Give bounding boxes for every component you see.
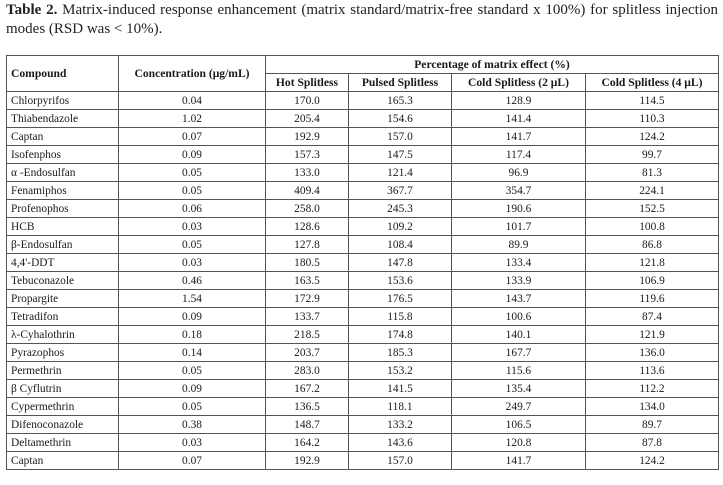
cell-cold-splitless-2ul: 249.7: [452, 398, 586, 416]
cell-cold-splitless-4ul: 119.6: [586, 290, 719, 308]
cell-pulsed-splitless: 367.7: [349, 182, 452, 200]
cell-cold-splitless-4ul: 136.0: [586, 344, 719, 362]
cell-concentration: 0.38: [119, 416, 266, 434]
cell-hot-splitless: 133.0: [266, 164, 349, 182]
cell-pulsed-splitless: 108.4: [349, 236, 452, 254]
cell-concentration: 0.46: [119, 272, 266, 290]
cell-concentration: 0.05: [119, 362, 266, 380]
cell-hot-splitless: 164.2: [266, 434, 349, 452]
cell-concentration: 0.07: [119, 452, 266, 470]
cell-compound: Captan: [7, 452, 119, 470]
cell-pulsed-splitless: 165.3: [349, 92, 452, 110]
cell-cold-splitless-4ul: 89.7: [586, 416, 719, 434]
cell-compound: Cypermethrin: [7, 398, 119, 416]
cell-pulsed-splitless: 154.6: [349, 110, 452, 128]
table-row: [7, 218, 719, 236]
cell-cold-splitless-2ul: 128.9: [452, 92, 586, 110]
cell-cold-splitless-2ul: 141.4: [452, 110, 586, 128]
cell-concentration: 0.09: [119, 146, 266, 164]
cell-cold-splitless-4ul: 124.2: [586, 128, 719, 146]
cell-compound: Captan: [7, 128, 119, 146]
table-caption: [6, 1, 718, 39]
table-row: [7, 200, 719, 218]
cell-hot-splitless: 203.7: [266, 344, 349, 362]
cell-hot-splitless: 157.3: [266, 146, 349, 164]
cell-compound: Chlorpyrifos: [7, 92, 119, 110]
cell-cold-splitless-2ul: 115.6: [452, 362, 586, 380]
cell-compound: λ-Cyhalothrin: [7, 326, 119, 344]
cell-hot-splitless: 192.9: [266, 128, 349, 146]
cell-hot-splitless: 128.6: [266, 218, 349, 236]
cell-pulsed-splitless: 176.5: [349, 290, 452, 308]
cell-pulsed-splitless: 174.8: [349, 326, 452, 344]
cell-cold-splitless-2ul: 135.4: [452, 380, 586, 398]
cell-cold-splitless-4ul: 99.7: [586, 146, 719, 164]
cell-pulsed-splitless: 147.5: [349, 146, 452, 164]
cell-cold-splitless-2ul: 133.9: [452, 272, 586, 290]
cell-concentration: 1.54: [119, 290, 266, 308]
table-row: [7, 182, 719, 200]
cell-compound: β Cyflutrin: [7, 380, 119, 398]
cell-cold-splitless-4ul: 100.8: [586, 218, 719, 236]
cell-hot-splitless: 258.0: [266, 200, 349, 218]
header-cold-splitless-2ul: Cold Splitless (2 μL): [452, 74, 586, 92]
cell-cold-splitless-4ul: 86.8: [586, 236, 719, 254]
table-row: [7, 362, 719, 380]
cell-compound: Profenophos: [7, 200, 119, 218]
table-row: [7, 290, 719, 308]
cell-pulsed-splitless: 245.3: [349, 200, 452, 218]
cell-compound: Permethrin: [7, 362, 119, 380]
cell-cold-splitless-2ul: 106.5: [452, 416, 586, 434]
table-row: [7, 416, 719, 434]
cell-concentration: 0.03: [119, 434, 266, 452]
table-head: [7, 56, 719, 92]
cell-concentration: 0.14: [119, 344, 266, 362]
cell-hot-splitless: 127.8: [266, 236, 349, 254]
cell-pulsed-splitless: 115.8: [349, 308, 452, 326]
cell-compound: Deltamethrin: [7, 434, 119, 452]
cell-pulsed-splitless: 153.2: [349, 362, 452, 380]
header-row-1: [7, 56, 719, 74]
cell-cold-splitless-4ul: 106.9: [586, 272, 719, 290]
cell-cold-splitless-2ul: 117.4: [452, 146, 586, 164]
cell-pulsed-splitless: 147.8: [349, 254, 452, 272]
cell-hot-splitless: 283.0: [266, 362, 349, 380]
cell-cold-splitless-2ul: 143.7: [452, 290, 586, 308]
header-concentration: Concentration (μg/mL): [119, 56, 266, 92]
cell-cold-splitless-2ul: 100.6: [452, 308, 586, 326]
cell-cold-splitless-2ul: 133.4: [452, 254, 586, 272]
cell-hot-splitless: 167.2: [266, 380, 349, 398]
cell-concentration: 0.05: [119, 164, 266, 182]
cell-concentration: 0.04: [119, 92, 266, 110]
cell-cold-splitless-4ul: 110.3: [586, 110, 719, 128]
cell-compound: Propargite: [7, 290, 119, 308]
table-row: [7, 254, 719, 272]
cell-cold-splitless-2ul: 101.7: [452, 218, 586, 236]
cell-concentration: 0.05: [119, 182, 266, 200]
cell-cold-splitless-2ul: 89.9: [452, 236, 586, 254]
cell-cold-splitless-4ul: 121.9: [586, 326, 719, 344]
cell-pulsed-splitless: 157.0: [349, 452, 452, 470]
table-row: [7, 380, 719, 398]
cell-hot-splitless: 170.0: [266, 92, 349, 110]
cell-hot-splitless: 133.7: [266, 308, 349, 326]
cell-cold-splitless-2ul: 96.9: [452, 164, 586, 182]
cell-compound: Pyrazophos: [7, 344, 119, 362]
cell-cold-splitless-4ul: 81.3: [586, 164, 719, 182]
cell-concentration: 0.09: [119, 380, 266, 398]
cell-cold-splitless-2ul: 167.7: [452, 344, 586, 362]
cell-hot-splitless: 205.4: [266, 110, 349, 128]
cell-compound: α -Endosulfan: [7, 164, 119, 182]
cell-concentration: 0.03: [119, 254, 266, 272]
cell-concentration: 0.09: [119, 308, 266, 326]
cell-compound: Tebuconazole: [7, 272, 119, 290]
matrix-effect-table: [6, 55, 719, 470]
cell-cold-splitless-2ul: 140.1: [452, 326, 586, 344]
header-matrix-effect-group: Percentage of matrix effect (%): [266, 56, 719, 74]
cell-hot-splitless: 163.5: [266, 272, 349, 290]
table-row: [7, 326, 719, 344]
header-cold-splitless-4ul: Cold Splitless (4 μL): [586, 74, 719, 92]
cell-cold-splitless-2ul: 120.8: [452, 434, 586, 452]
cell-cold-splitless-4ul: 121.8: [586, 254, 719, 272]
cell-pulsed-splitless: 185.3: [349, 344, 452, 362]
table-caption-label: Table 2.: [6, 2, 58, 18]
table-row: [7, 110, 719, 128]
cell-hot-splitless: 218.5: [266, 326, 349, 344]
table-row: [7, 92, 719, 110]
cell-compound: Difenoconazole: [7, 416, 119, 434]
table-caption-text: Matrix-induced response enhancement (matrix standard/matrix-free standard x 100%) for splitless injection modes (RSD was < 10%).: [6, 2, 719, 37]
table-row: [7, 272, 719, 290]
cell-concentration: 0.03: [119, 218, 266, 236]
table-row: [7, 236, 719, 254]
cell-compound: Fenamiphos: [7, 182, 119, 200]
cell-compound: 4,4'-DDT: [7, 254, 119, 272]
cell-concentration: 0.06: [119, 200, 266, 218]
cell-pulsed-splitless: 153.6: [349, 272, 452, 290]
cell-hot-splitless: 172.9: [266, 290, 349, 308]
cell-pulsed-splitless: 141.5: [349, 380, 452, 398]
cell-hot-splitless: 148.7: [266, 416, 349, 434]
cell-concentration: 0.05: [119, 236, 266, 254]
cell-concentration: 0.07: [119, 128, 266, 146]
cell-pulsed-splitless: 143.6: [349, 434, 452, 452]
cell-cold-splitless-4ul: 87.4: [586, 308, 719, 326]
cell-cold-splitless-4ul: 124.2: [586, 452, 719, 470]
cell-hot-splitless: 409.4: [266, 182, 349, 200]
header-hot-splitless: Hot Splitless: [266, 74, 349, 92]
table-row: [7, 398, 719, 416]
cell-hot-splitless: 192.9: [266, 452, 349, 470]
cell-cold-splitless-2ul: 190.6: [452, 200, 586, 218]
cell-concentration: 1.02: [119, 110, 266, 128]
table-body: [7, 92, 719, 470]
cell-cold-splitless-4ul: 134.0: [586, 398, 719, 416]
cell-hot-splitless: 180.5: [266, 254, 349, 272]
cell-pulsed-splitless: 118.1: [349, 398, 452, 416]
cell-cold-splitless-4ul: 114.5: [586, 92, 719, 110]
table-row: [7, 452, 719, 470]
cell-concentration: 0.18: [119, 326, 266, 344]
cell-concentration: 0.05: [119, 398, 266, 416]
cell-pulsed-splitless: 157.0: [349, 128, 452, 146]
table-row: [7, 128, 719, 146]
cell-pulsed-splitless: 109.2: [349, 218, 452, 236]
table-row: [7, 308, 719, 326]
cell-cold-splitless-4ul: 87.8: [586, 434, 719, 452]
cell-cold-splitless-4ul: 152.5: [586, 200, 719, 218]
cell-pulsed-splitless: 133.2: [349, 416, 452, 434]
table-row: [7, 434, 719, 452]
cell-compound: Tetradifon: [7, 308, 119, 326]
cell-cold-splitless-2ul: 141.7: [452, 452, 586, 470]
cell-cold-splitless-4ul: 113.6: [586, 362, 719, 380]
cell-pulsed-splitless: 121.4: [349, 164, 452, 182]
cell-cold-splitless-4ul: 224.1: [586, 182, 719, 200]
cell-compound: Thiabendazole: [7, 110, 119, 128]
cell-compound: β-Endosulfan: [7, 236, 119, 254]
header-compound: Compound: [7, 56, 119, 92]
cell-cold-splitless-4ul: 112.2: [586, 380, 719, 398]
table-row: [7, 146, 719, 164]
cell-cold-splitless-2ul: 354.7: [452, 182, 586, 200]
cell-cold-splitless-2ul: 141.7: [452, 128, 586, 146]
header-pulsed-splitless: Pulsed Splitless: [349, 74, 452, 92]
table-row: [7, 164, 719, 182]
table-row: [7, 344, 719, 362]
cell-hot-splitless: 136.5: [266, 398, 349, 416]
cell-compound: Isofenphos: [7, 146, 119, 164]
cell-compound: HCB: [7, 218, 119, 236]
